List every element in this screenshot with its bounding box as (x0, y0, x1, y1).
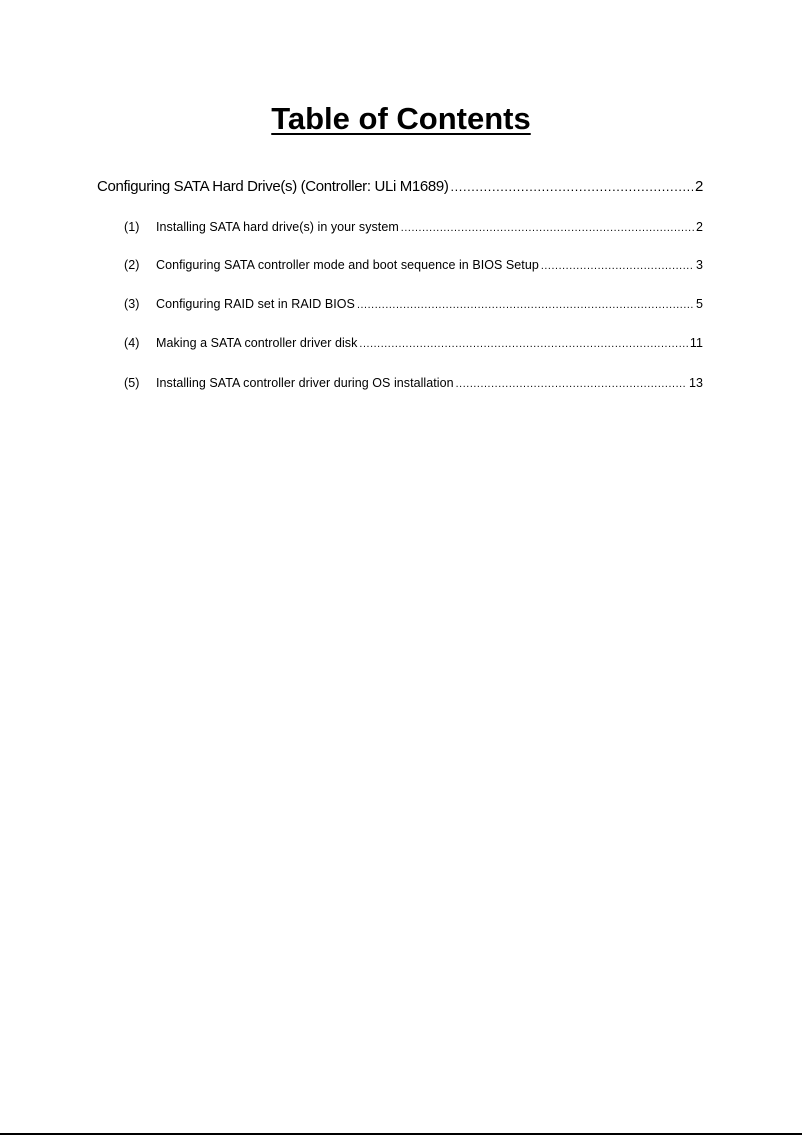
page-bottom-rule (0, 1133, 802, 1135)
toc-entry-number: (5) (124, 376, 140, 390)
toc-entry-number: (4) (124, 336, 140, 350)
toc-entry-text: Configuring SATA controller mode and boot sequence in BIOS Setup (156, 258, 539, 272)
toc-entry-text: Installing SATA controller driver during OS installation (156, 376, 454, 390)
page-title (0, 100, 802, 138)
dot-leader (541, 257, 694, 275)
toc-entry-2[interactable] (124, 256, 703, 275)
toc-entry-main[interactable] (97, 177, 703, 197)
toc-entry-number: (2) (124, 258, 140, 272)
toc-entry-text: Configuring SATA Hard Drive(s) (Controller: ULi M1689) (97, 178, 449, 195)
toc-entry-5[interactable] (124, 374, 703, 393)
dot-leader (456, 375, 687, 393)
toc-page-number: 3 (695, 258, 703, 272)
toc-page-number: 11 (689, 336, 703, 350)
page-title-text: Table of Contents (271, 101, 531, 136)
dot-leader (401, 219, 694, 237)
toc-entry-3[interactable] (124, 295, 703, 314)
toc-page-number: 13 (688, 376, 703, 390)
dot-leader (451, 177, 693, 197)
toc-entry-number: (3) (124, 297, 140, 311)
toc-page-number: 2 (695, 178, 703, 195)
toc-entry-1[interactable] (124, 218, 703, 237)
dot-leader (359, 335, 688, 353)
toc-entry-text: Installing SATA hard drive(s) in your system (156, 220, 399, 234)
dot-leader (357, 296, 694, 314)
toc-entry-text: Configuring RAID set in RAID BIOS (156, 297, 355, 311)
toc-page-number: 2 (695, 220, 703, 234)
toc-page-number: 5 (695, 297, 703, 311)
toc-entry-4[interactable] (124, 334, 703, 353)
toc-entry-number: (1) (124, 220, 140, 234)
toc-entry-text: Making a SATA controller driver disk (156, 336, 358, 350)
